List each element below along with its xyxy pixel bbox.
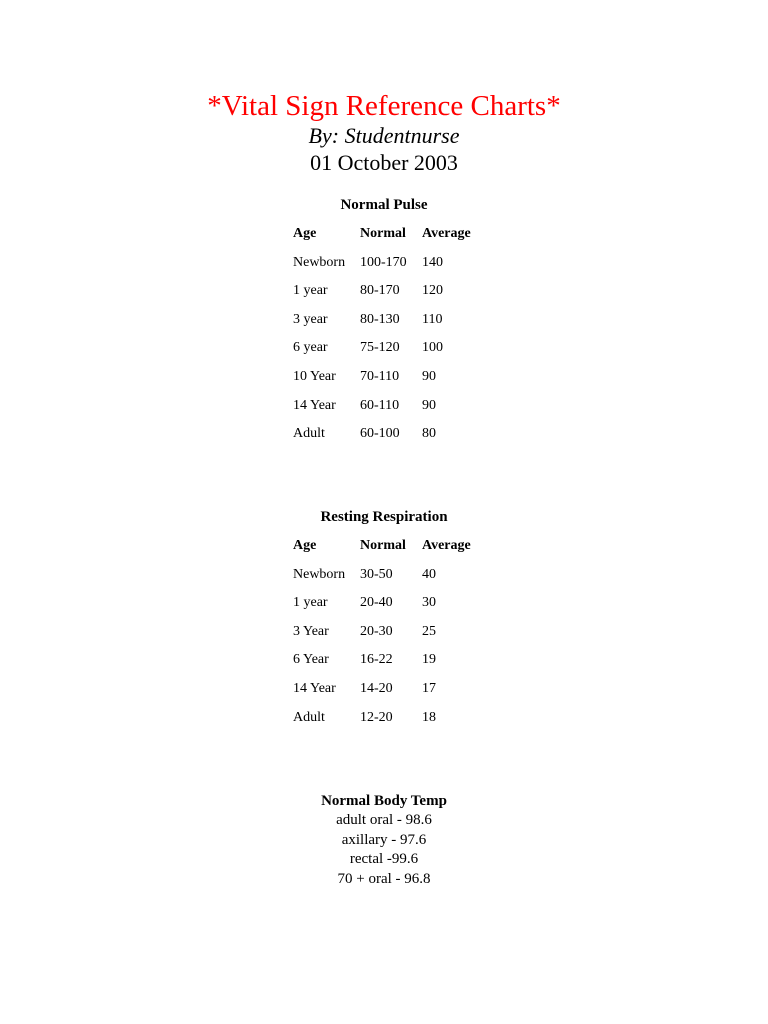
normal-cell: 30-50 [360,566,393,582]
page-title: *Vital Sign Reference Charts* [207,90,561,122]
average-cell: 120 [422,283,443,299]
average-cell: 30 [422,595,436,611]
average-cell: 40 [422,566,436,582]
average-cell: 17 [422,680,436,696]
age-cell: 14 Year [293,680,336,696]
normal-cell: 80-130 [360,311,400,327]
age-cell: Adult [293,709,325,725]
normal-cell: 75-120 [360,340,400,356]
column-header-age: Age [293,226,317,241]
column-header-average: Average [422,538,471,553]
normal-cell: 80-170 [360,283,400,299]
average-cell: 18 [422,709,436,725]
age-cell: 6 Year [293,652,329,668]
normal-cell: 60-100 [360,426,400,442]
temp-line: axillary - 97.6 [341,831,427,848]
body-temp-section [0,791,768,889]
average-cell: 19 [422,652,436,668]
age-cell: 10 Year [293,368,336,384]
average-cell: 110 [422,311,443,327]
respiration-heading: Resting Respiration [320,509,448,525]
pulse-heading: Normal Pulse [340,197,428,213]
temp-line: rectal -99.6 [349,851,419,867]
age-cell: 1 year [293,283,328,299]
normal-cell: 70-110 [360,368,400,384]
age-cell: 6 year [293,340,328,356]
temp-line: 70 + oral - 96.8 [337,870,431,887]
average-cell: 25 [422,623,436,639]
column-header-normal: Normal [360,226,406,241]
age-cell: 1 year [293,595,328,611]
normal-cell: 20-30 [360,623,393,639]
normal-cell: 16-22 [360,652,393,668]
normal-cell: 20-40 [360,595,393,611]
body-temp-heading: Normal Body Temp [321,793,447,809]
temp-line: adult oral - 98.6 [336,812,432,828]
age-cell: Adult [293,426,325,442]
column-header-average: Average [422,226,471,241]
average-cell: 90 [422,397,436,413]
column-header-normal: Normal [360,538,406,553]
average-cell: 140 [422,254,443,270]
age-cell: 14 Year [293,397,336,413]
age-cell: Newborn [293,254,346,270]
normal-cell: 100-170 [360,254,407,270]
average-cell: 80 [422,426,436,442]
normal-cell: 12-20 [360,709,393,725]
age-cell: 3 Year [293,623,329,639]
average-cell: 90 [422,368,436,384]
age-cell: 3 year [293,311,328,327]
age-cell: Newborn [293,566,346,582]
average-cell: 100 [422,340,443,356]
document-date: 01 October 2003 [310,150,458,175]
column-header-age: Age [293,538,317,553]
normal-cell: 60-110 [360,397,400,413]
author-byline: By: Studentnurse [308,123,460,148]
normal-cell: 14-20 [360,680,393,696]
